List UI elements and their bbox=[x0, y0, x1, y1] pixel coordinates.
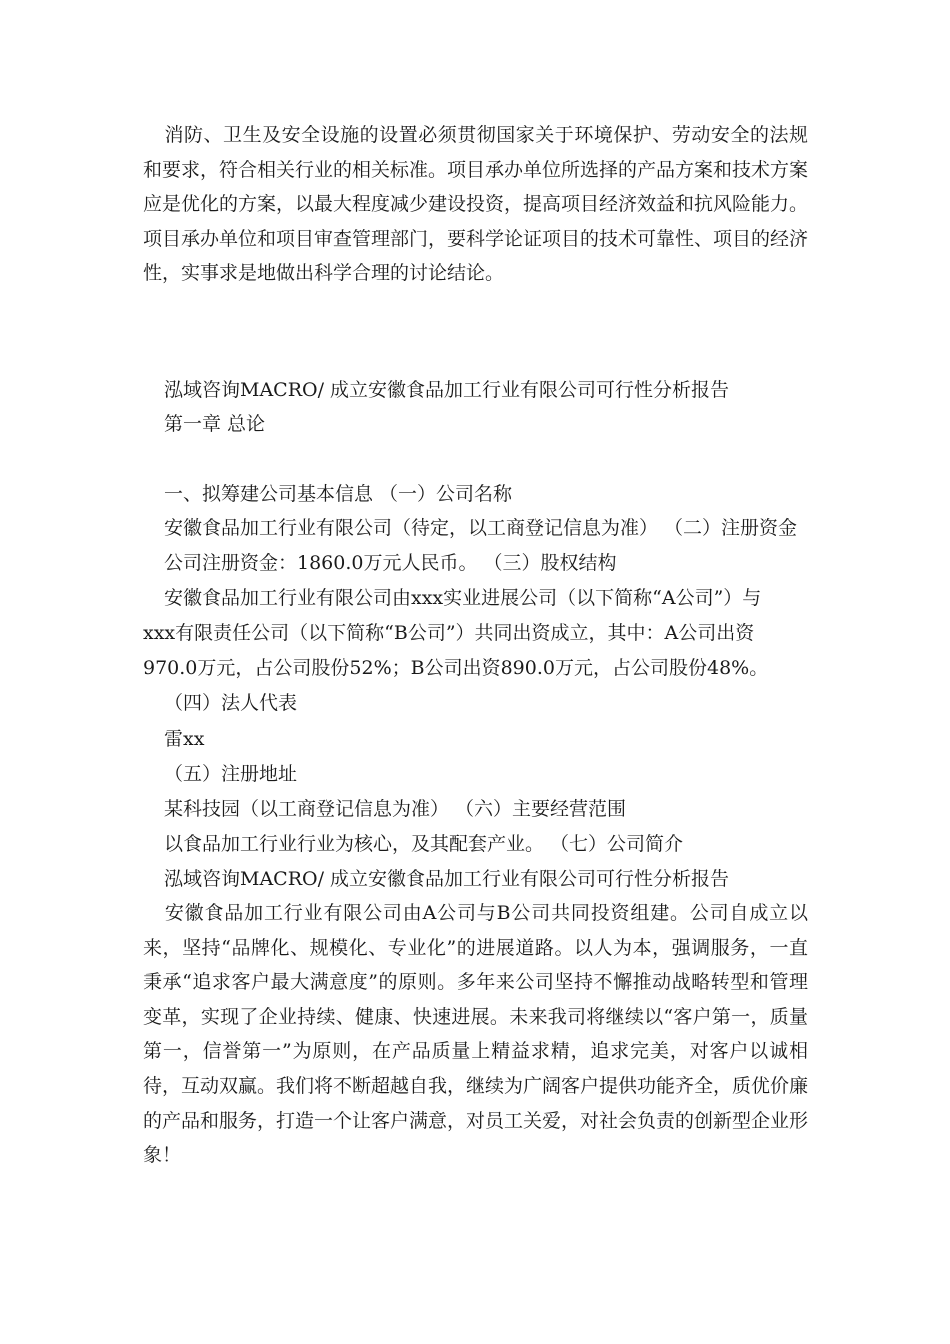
equity-structure-line-2: xxx有限责任公司（以下简称“B公司”）共同出资成立，其中：A公司出资 bbox=[143, 622, 755, 644]
company-intro-paragraph-text: 安徽食品加工行业有限公司由A公司与B公司共同投资组建。公司自成立以来，坚持“品牌化、规模化、专业化”的进展道路。以人为本，强调服务，一直秉承“追求客户最大满意度”的原则。多年来公司坚持不懈推动战略转型和管理变革，实现了企业持续、健康、快速进展。未来我司将继续以“客户第一，质量第一，信誉第一”为原则，在产品质量上精益求精，追求完美，对客户以诚相待，互动双赢。我们将不断超越自我，继续为广阔客户提供功能齐全，质优价廉的产品和服务，打造一个让客户满意，对员工关爱，对社会负责的创新型企业形象！ bbox=[143, 902, 809, 1167]
intro-paragraph-text: 消防、卫生及安全设施的设置必须贯彻国家关于环境保护、劳动安全的法规和要求，符合相关行业的相关标准。项目承办单位所选择的产品方案和技术方案应是优化的方案，以最大程度减少建设投资，提高项目经济效益和抗风险能力。项目承办单位和项目审查管理部门，要科学论证项目的技术可靠性、项目的经济性，实事求是地做出科学合理的讨论结论。 bbox=[143, 124, 809, 285]
company-name-line: 安徽食品加工行业有限公司（待定，以工商登记信息为准） （二）注册资金 bbox=[164, 517, 798, 539]
equity-structure-line-1: 安徽食品加工行业有限公司由xxx实业进展公司（以下简称“A公司”）与 bbox=[164, 587, 762, 609]
intro-paragraph bbox=[143, 118, 808, 291]
report-header: 泓域咨询MACRO/ 成立安徽食品加工行业有限公司可行性分析报告 bbox=[164, 379, 730, 401]
registered-capital-line: 公司注册资金：1860.0万元人民币。 （三）股权结构 bbox=[164, 552, 617, 574]
registered-address-heading: （五）注册地址 bbox=[164, 763, 298, 785]
equity-structure-line-3: 970.0万元，占公司股份52%；B公司出资890.0万元，占公司股份48%。 bbox=[143, 657, 769, 679]
report-header-repeat: 泓域咨询MACRO/ 成立安徽食品加工行业有限公司可行性分析报告 bbox=[164, 868, 730, 890]
legal-representative-heading: （四）法人代表 bbox=[164, 692, 298, 714]
section-heading-company-info: 一、拟筹建公司基本信息 （一）公司名称 bbox=[164, 483, 513, 505]
registered-address-line: 某科技园（以工商登记信息为准） （六）主要经营范围 bbox=[164, 798, 627, 820]
company-intro-paragraph bbox=[143, 896, 808, 1173]
business-scope-line: 以食品加工行业行业为核心，及其配套产业。 （七）公司简介 bbox=[164, 833, 684, 855]
legal-representative-name: 雷xx bbox=[164, 728, 205, 750]
chapter-title: 第一章 总论 bbox=[164, 413, 266, 435]
